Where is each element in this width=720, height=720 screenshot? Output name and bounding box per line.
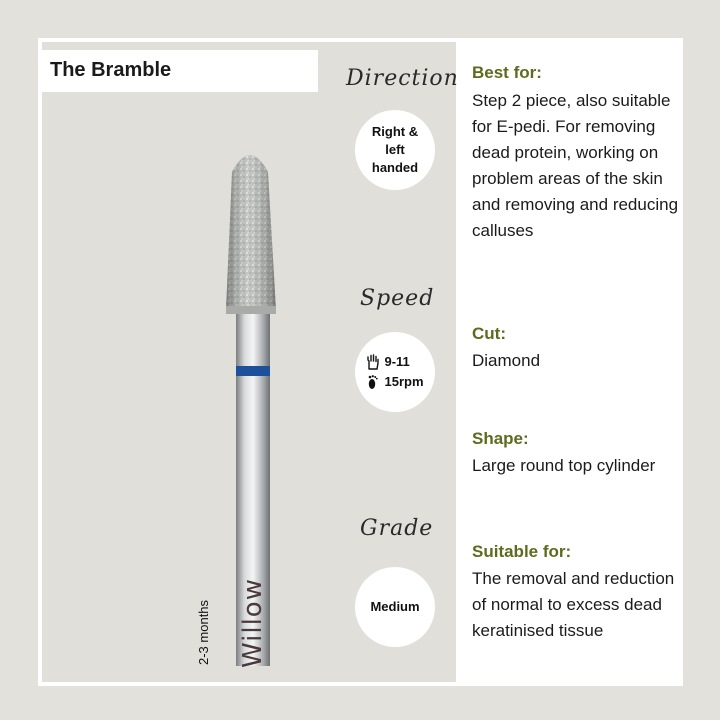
lifespan-label: 2-3 months [196,599,211,665]
shape-heading: Shape: [472,429,529,448]
direction-value: Right & left handed [371,124,419,175]
speed-foot-value: 15rpm [384,374,424,389]
best-for-text: Step 2 piece, also suitable for E-pedi. For removing dead protein, working on problem areas of the skin and removing and reducing calluses [472,91,679,240]
page-title: The Bramble [50,59,172,81]
hand-icon [366,354,380,370]
speed-circle [355,332,435,412]
cut-text: Diamond [472,351,541,370]
best-for-heading: Best for: [472,63,542,82]
shape-text: Large round top cylinder [472,456,656,475]
grade-label: Grade [360,516,434,541]
speed-hand-value: 9-11 [384,354,410,369]
brand-engraving: Willow [238,578,268,668]
grade-circle [355,567,435,647]
direction-circle [355,110,435,190]
foot-icon [366,374,380,390]
direction-label: Direction [346,66,459,91]
cut-heading: Cut: [472,324,506,343]
speed-label: Speed [360,286,435,311]
suitable-for-text: The removal and reduction of normal to excess dead keratinised tissue [472,569,675,640]
grade-value: Medium [370,599,420,614]
suitable-for-heading: Suitable for: [472,542,572,561]
